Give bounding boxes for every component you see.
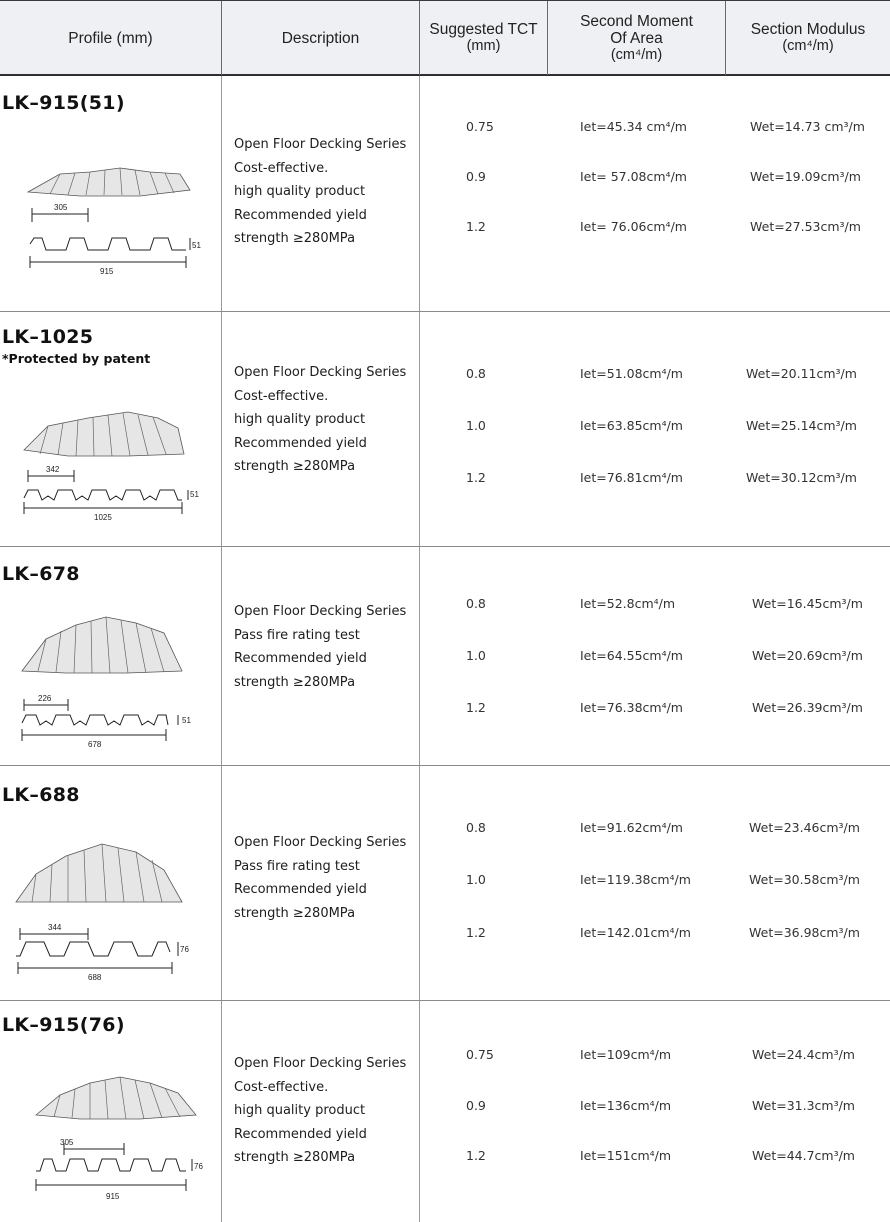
tct-value: 1.2: [466, 700, 486, 715]
description-line: strength ≥280MPa: [234, 905, 356, 921]
description-text: [234, 1052, 414, 1170]
iet-value: Iet= 57.08cm⁴/m: [580, 169, 687, 184]
header-description: Description: [221, 1, 419, 75]
description-line: Cost-effective.: [234, 1079, 329, 1095]
header-second-moment: [547, 1, 725, 75]
tct-value: 0.75: [466, 119, 494, 134]
wet-value: Wet=19.09cm³/m: [750, 169, 861, 184]
iet-value: Iet=64.55cm⁴/m: [580, 648, 683, 663]
dim-height: 76: [180, 945, 189, 954]
tct-value: 0.75: [466, 1047, 494, 1062]
iet-value: Iet=109cm⁴/m: [580, 1047, 672, 1062]
description-line: strength ≥280MPa: [234, 674, 356, 690]
tct-value: 0.9: [466, 1098, 486, 1113]
wet-value: Wet=26.39cm³/m: [752, 700, 863, 715]
description-text: [234, 831, 414, 925]
description-line: Recommended yield: [234, 1126, 367, 1142]
wet-value: Wet=16.45cm³/m: [752, 596, 863, 611]
profile-drawing: [18, 406, 208, 526]
dim-height: 51: [182, 716, 191, 725]
model-name: LK–915(51): [2, 92, 125, 114]
description-line: Open Floor Decking Series: [234, 137, 407, 152]
tct-value: 0.8: [466, 366, 486, 381]
header-moment-line2: Of Area: [610, 29, 663, 47]
header-moment-line3: (cm⁴/m): [610, 46, 663, 63]
dim-height: 76: [194, 1162, 203, 1171]
iet-value: Iet=76.81cm⁴/m: [580, 470, 683, 485]
table-row: [0, 1001, 890, 1222]
description-line: high quality product: [234, 412, 366, 427]
description-line: Open Floor Decking Series: [234, 604, 407, 619]
wet-value: Wet=44.7cm³/m: [752, 1148, 855, 1163]
wet-value: Wet=30.12cm³/m: [746, 470, 857, 485]
tct-value: 1.0: [466, 872, 486, 887]
description-line: strength ≥280MPa: [234, 1150, 356, 1165]
wet-value: Wet=31.3cm³/m: [752, 1098, 855, 1113]
description-line: strength ≥280MPa: [234, 459, 356, 474]
iet-value: Iet=52.8cm⁴/m: [580, 596, 676, 611]
dim-width: 688: [88, 973, 102, 980]
wet-value: Wet=27.53cm³/m: [750, 219, 861, 234]
description-line: Pass fire rating test: [234, 858, 360, 874]
dim-pitch: 344: [48, 923, 62, 932]
header-suggested-tct: [419, 1, 547, 75]
patent-note: *Protected by patent: [2, 351, 151, 366]
header-section-modulus: [725, 1, 890, 75]
wet-value: Wet=25.14cm³/m: [746, 418, 857, 433]
tct-value: 1.2: [466, 470, 486, 485]
description-text: [234, 600, 414, 694]
dim-pitch: 305: [60, 1138, 74, 1147]
dim-pitch: 226: [38, 694, 52, 703]
tct-value: 0.9: [466, 169, 486, 184]
header-modulus-line2: (cm⁴/m): [782, 38, 834, 54]
table-row: [0, 547, 890, 766]
header-modulus-line1: Section Modulus: [750, 21, 866, 38]
iet-value: Iet=136cm⁴/m: [580, 1098, 672, 1113]
dim-height: 51: [190, 490, 199, 499]
table-row: [0, 766, 890, 1001]
description-line: Open Floor Decking Series: [234, 365, 407, 380]
tct-value: 0.8: [466, 820, 486, 835]
description-line: Recommended yield: [234, 651, 367, 666]
table-row: [0, 76, 890, 312]
header-tct-line1: Suggested TCT: [429, 21, 538, 38]
description-line: Pass fire rating test: [234, 627, 360, 643]
tct-value: 1.2: [466, 219, 486, 234]
description-line: Cost-effective.: [234, 388, 329, 404]
description-line: Cost-effective.: [234, 160, 329, 176]
iet-value: Iet=142.01cm⁴/m: [580, 925, 691, 940]
wet-value: Wet=24.4cm³/m: [752, 1047, 855, 1062]
iet-value: Iet=151cm⁴/m: [580, 1148, 672, 1163]
dim-width: 915: [100, 267, 114, 276]
description-text: [234, 361, 414, 479]
model-name: LK–915(76): [2, 1014, 125, 1036]
model-name: LK–688: [2, 784, 80, 806]
model-name: LK–1025: [2, 326, 94, 348]
description-line: high quality product: [234, 184, 366, 199]
wet-value: Wet=30.58cm³/m: [749, 872, 860, 887]
profile-drawing: [20, 162, 205, 278]
wet-value: Wet=20.11cm³/m: [746, 366, 857, 381]
iet-value: Iet=76.38cm⁴/m: [580, 700, 683, 715]
table-header: [0, 0, 890, 76]
profile-drawing: [30, 1075, 210, 1205]
description-line: Recommended yield: [234, 207, 367, 223]
description-line: Open Floor Decking Series: [234, 1056, 407, 1071]
description-line: strength ≥280MPa: [234, 231, 356, 246]
iet-value: Iet=63.85cm⁴/m: [580, 418, 683, 433]
tct-value: 1.2: [466, 925, 486, 940]
wet-value: Wet=14.73 cm³/m: [750, 119, 865, 134]
wet-value: Wet=20.69cm³/m: [752, 648, 863, 663]
iet-value: Iet=119.38cm⁴/m: [580, 872, 691, 887]
dim-width: 915: [106, 1192, 120, 1201]
header-moment-line1: Second Moment: [580, 12, 693, 30]
dim-width: 1025: [94, 513, 112, 522]
model-name: LK–678: [2, 563, 80, 585]
profile-drawing: [12, 840, 202, 980]
dim-pitch: 305: [54, 203, 68, 212]
wet-value: Wet=23.46cm³/m: [749, 820, 860, 835]
iet-value: Iet=45.34 cm⁴/m: [580, 119, 687, 134]
iet-value: Iet= 76.06cm⁴/m: [580, 219, 687, 234]
profile-drawing: [16, 613, 196, 748]
dim-height: 51: [192, 241, 201, 250]
tct-value: 1.0: [466, 648, 486, 663]
iet-value: Iet=51.08cm⁴/m: [580, 366, 683, 381]
description-line: Open Floor Decking Series: [234, 835, 407, 850]
header-profile: Profile (mm): [68, 29, 153, 47]
tct-value: 1.0: [466, 418, 486, 433]
description-line: Recommended yield: [234, 435, 367, 451]
description-line: Recommended yield: [234, 882, 367, 897]
header-tct-line2: (mm): [466, 38, 501, 54]
dim-pitch: 342: [46, 465, 60, 474]
table-row: [0, 312, 890, 547]
iet-value: Iet=91.62cm⁴/m: [580, 820, 683, 835]
description-line: high quality product: [234, 1103, 366, 1118]
tct-value: 0.8: [466, 596, 486, 611]
dim-width: 678: [88, 740, 102, 748]
tct-value: 1.2: [466, 1148, 486, 1163]
wet-value: Wet=36.98cm³/m: [749, 925, 860, 940]
description-text: [234, 133, 414, 251]
